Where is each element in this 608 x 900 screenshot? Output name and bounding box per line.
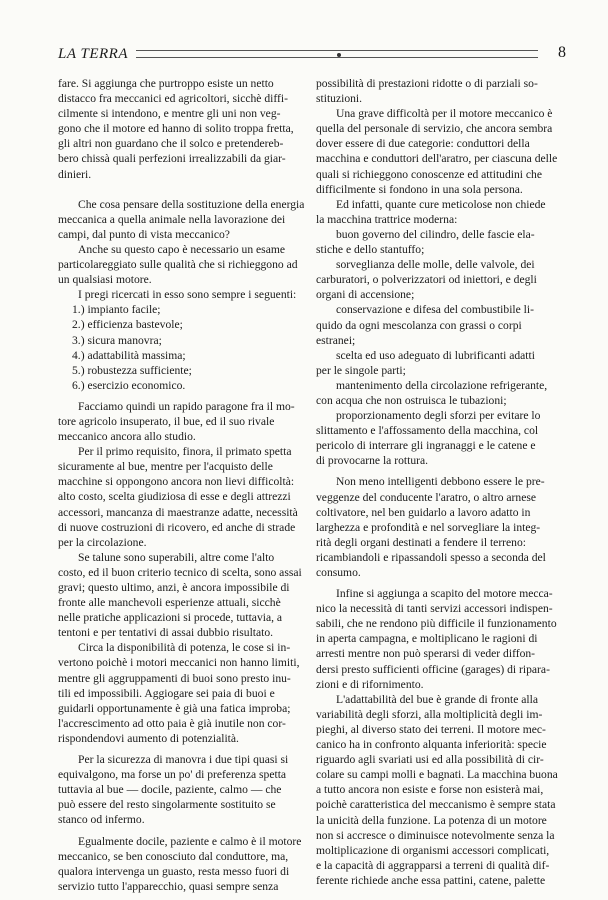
text-line: coltivatore, nel ben guidarlo a lavoro adatto in: [316, 505, 531, 519]
text-line: campi, dal punto di vista meccanico?: [58, 227, 230, 241]
text-line: pieghi, al diverso stato dei terreni. Il motore mec-: [316, 722, 546, 736]
text-line: veggenze del conducente l'aratro, o altro arnese: [316, 490, 537, 504]
text-line: moltiplicazione di organismi accessori complicati,: [316, 843, 550, 857]
text-line: quali si richieggono conoscenze ed attitudini che: [316, 167, 543, 181]
text-line: Circa la disponibilità di potenza, le cose si in-: [78, 641, 291, 655]
text-line: tuttavia al bue — docile, paziente, calmo — che: [58, 783, 282, 797]
text-line: rispondendovi aumento di potenzialità.: [58, 731, 239, 745]
text-line: particolareggiato sulle qualità che si richieggono ad: [58, 258, 298, 272]
text-line: e la capacità di aggrapparsi a terreni di qualità dif-: [316, 858, 550, 872]
text-line: un qualsiasi motore.: [58, 273, 152, 287]
list-item: 2.) efficienza bastevole;: [72, 318, 183, 332]
text-line: variabilità degli sforzi, alla moltiplicità degli im-: [316, 707, 543, 721]
text-line: macchine si oppongono ancora non lievi difficoltà:: [58, 475, 295, 489]
text-line: conservazione e difesa del combustibile li-: [336, 303, 534, 317]
list-item: 3.) sicura manovra;: [72, 333, 162, 347]
text-line: zioni e di rifornimento.: [316, 677, 424, 691]
text-line: Egualmente docile, paziente e calmo è il motore: [78, 834, 302, 848]
text-line: proporzionamento degli sforzi per evitare lo: [336, 409, 541, 423]
text-line: scelta ed uso adeguato di lubrificanti adatti: [336, 348, 535, 362]
text-line: bero chissà quali perfezioni irrealizzabili da giar-: [58, 152, 286, 166]
text-line: consumo.: [316, 566, 361, 579]
text-line: ricambiandoli e ripassandoli spesso a seconda del: [316, 550, 546, 564]
text-line: ferente richiede anche essa pattini, catene, palette: [316, 873, 546, 887]
text-line: nelle pratiche applicazioni si procede, tuttavia, a: [58, 611, 283, 625]
text-line: di nuove costruzioni di ricovero, ed anche di strade: [58, 520, 296, 534]
page-number: 8: [558, 44, 566, 61]
text-line: meccanico ancora allo studio.: [58, 430, 196, 444]
text-line: per le singole parti;: [316, 363, 406, 377]
text-line: Ed infatti, quante cure meticolose non chiede: [336, 197, 546, 211]
paragraph-gap: [58, 182, 304, 197]
page-header: [58, 46, 566, 70]
text-line: sabili, che ne rendono più difficile il funzionamento: [316, 617, 557, 631]
text-line: mentre gli aggruppamenti di buoi sono presto inu-: [58, 671, 291, 685]
text-line: macchina e conduttori dell'aratro, per ciascuna delle: [316, 152, 558, 166]
text-line: larghezza e profondità e nel sorvegliare la integ-: [316, 520, 541, 534]
text-line: stiche e dello stantuffo;: [316, 243, 425, 257]
text-line: sorveglianza delle molle, delle valvole, dei: [336, 258, 535, 272]
rule-ornament: [337, 53, 341, 57]
text-line: tore agricolo insuperato, il bue, ed il suo rivale: [58, 414, 275, 428]
text-line: meccanico, se ben conosciuto dal conduttore, ma,: [58, 849, 289, 863]
text-line: L'adattabilità del bue è grande di fronte alla: [336, 692, 538, 706]
text-line: Se talune sono superabili, altre come l'alto: [78, 550, 275, 564]
text-line: tentoni e per tentativi di assai dubbio risultato.: [58, 626, 274, 640]
text-line: poichè caratteristica del meccanismo è sempre stata: [316, 798, 556, 812]
text-line: alto costo, scelta giudiziosa di esse e degli attrezzi: [58, 490, 291, 504]
text-line: mantenimento della circolazione refrigerante,: [336, 378, 548, 392]
text-line: dinieri.: [58, 167, 92, 181]
text-line: buon governo del cilindro, delle fascie ela-: [336, 227, 535, 241]
text-line: rità degli organi destinati a fendere il terreno:: [316, 535, 527, 549]
text-line: riguardo agli svariati usi ed alla possibilità di cir-: [316, 753, 544, 767]
text-line: l'accrescimento ad otto paia è già inutile non cor-: [58, 716, 286, 730]
text-line: costo, ed il buon criterio tecnico di scelta, sono assai: [58, 565, 302, 579]
text-line: qualora intervenga un guasto, resta messo fuori di: [58, 864, 290, 878]
left-column: [58, 76, 304, 894]
text-line: Infine si aggiunga a scapito del motore mecca-: [336, 587, 553, 601]
list-item: 1.) impianto facile;: [72, 303, 161, 317]
text-line: carburatori, o polverizzatori od iniettori, e degli: [316, 273, 537, 287]
text-line: I pregi ricercati in esso sono sempre i seguenti:: [78, 288, 297, 302]
header-rule: [136, 50, 538, 58]
text-line: distacco fra meccanici ed agricoltori, sicchè diffi-: [58, 92, 288, 106]
text-line: Facciamo quindi un rapido paragone fra il mo-: [78, 399, 295, 413]
text-line: slittamento e l'affossamento della macchina, col: [316, 424, 539, 438]
text-line: Che cosa pensare della sostituzione della energia: [78, 197, 304, 211]
text-line: organi di accensione;: [316, 288, 415, 302]
text-line: la macchina trattrice moderna:: [316, 212, 458, 226]
text-line: Per il primo requisito, finora, il primato spetta: [78, 445, 292, 459]
text-line: Una grave difficoltà per il motore meccanico è: [336, 107, 553, 121]
text-line: tili ed impossibili. Aggiogare sei paia di buoi e: [58, 686, 275, 700]
text-line: cilmente si intendono, e mentre gli uni non veg-: [58, 107, 281, 121]
text-line: di provocarne la rottura.: [316, 454, 429, 468]
text-line: difficilmente si fondono in una sola persona.: [316, 182, 523, 196]
text-line: con acqua che non ostruisca le tubazioni;: [316, 393, 507, 407]
text-line: può essere del resto singolarmente sostituito se: [58, 798, 276, 812]
text-line: gli altri non guardano che il solco e pretendereb-: [58, 137, 284, 151]
text-line: servizio tutto l'apparecchio, quasi sempre senza: [58, 879, 279, 893]
text-line: pericolo di interrare gli ingranaggi e le catene e: [316, 439, 536, 453]
text-line: canico ha in confronto alquanta inferiorità: specie: [316, 738, 547, 752]
text-line: meccanica a quella animale nella lavorazione dei: [58, 212, 286, 226]
text-line: estranei;: [316, 333, 356, 347]
text-line: arresti mentre non può sperarsi di veder diffon-: [316, 647, 536, 661]
running-title: LA TERRA: [58, 46, 128, 62]
text-line: fare. Si aggiunga che purtroppo esiste un netto: [58, 77, 274, 90]
right-column: [316, 76, 562, 888]
text-line: accessori, mancanza di maestranze adatte, necessità: [58, 505, 298, 519]
text-line: dersi presto sufficienti officine (garages) di ripara-: [316, 662, 550, 676]
list-item: 4.) adattabilità massima;: [72, 348, 186, 362]
text-line: equivalgono, ma forse un po' di preferenza spetta: [58, 768, 287, 782]
list-item: 6.) esercizio economico.: [72, 378, 186, 392]
text-line: quido da ogni mescolanza con grassi o corpi: [316, 318, 522, 332]
text-line: stituzioni.: [316, 92, 363, 106]
list-item: 5.) robustezza sufficiente;: [72, 363, 192, 377]
text-line: la unicità della funzione. La potenza di un motore: [316, 813, 547, 827]
text-line: vertono poichè i motori meccanici non hanno limiti,: [58, 656, 300, 670]
text-line: possibilità di prestazioni ridotte o di parziali so-: [316, 77, 538, 90]
text-line: non si accresce o diminuisce notevolmente senza la: [316, 828, 555, 842]
text-line: colare su campi molli e bagnati. La macchina buona: [316, 768, 558, 782]
text-line: dover essere di due categorie: conduttori della: [316, 137, 530, 151]
text-line: guidarli opportunamente è già una fatica improba;: [58, 701, 291, 715]
text-line: in aperta campagna, e moltiplicano le ragioni di: [316, 632, 538, 646]
text-line: Per la sicurezza di manovra i due tipi quasi si: [78, 753, 289, 767]
text-line: per la circolazione.: [58, 535, 147, 549]
text-line: Non meno intelligenti debbono essere le pre-: [336, 475, 545, 489]
text-line: stanco od infermo.: [58, 813, 145, 827]
text-line: quella del personale di servizio, che ancora sembra: [316, 122, 553, 136]
text-line: gravi; questo ultimo, anzi, è ancora impossibile di: [58, 581, 290, 594]
text-line: gono che il motore ed hanno di solito troppa fretta,: [58, 122, 294, 136]
text-line: nico la necessità di tanti servizi accessori indispen-: [316, 602, 553, 616]
text-line: Anche su questo capo è necessario un esame: [78, 242, 286, 256]
text-line: fronte alle manchevoli esperienze attuali, sicchè: [58, 596, 281, 610]
text-line: sicuramente al bue, mentre per l'acquisto delle: [58, 460, 273, 474]
text-line: a tutto ancora non esiste e forse non esisterà mai,: [316, 783, 544, 797]
